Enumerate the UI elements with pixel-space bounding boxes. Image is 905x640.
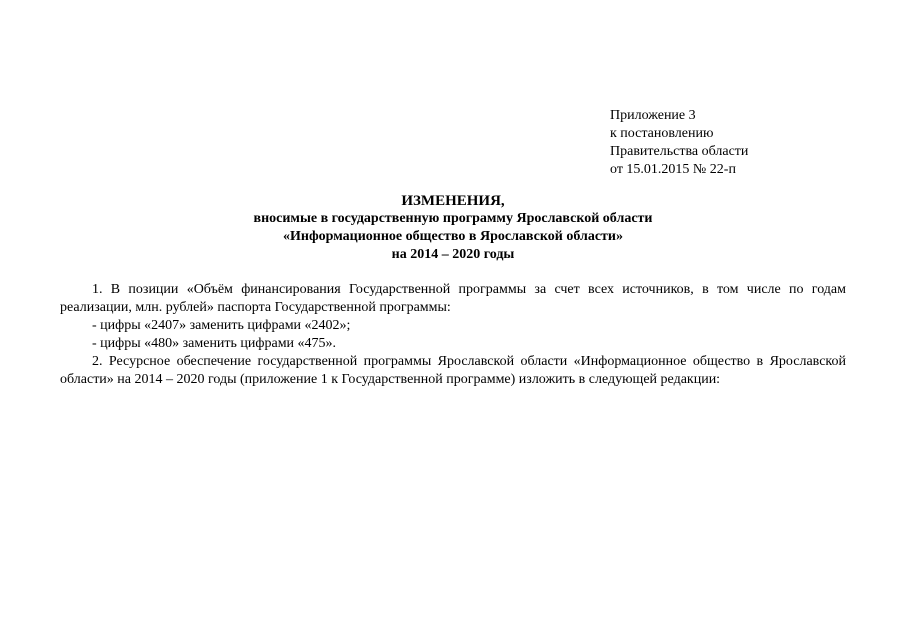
paragraph-2: 2. Ресурсное обеспечение государственной программы Ярославской области «Информационное общество в Ярославской области» на 2014 – 2020 годы (приложение 1 к Государственной программе) изложить в следующей редакции: [60, 354, 846, 387]
appendix-line-3: Правительства области [610, 144, 749, 159]
paragraph-1: 1. В позиции «Объём финансирования Государственной программы за счет всех источников, в том числе по годам реализации, млн. рублей» паспорта Государственной программы: [60, 282, 846, 315]
appendix-line-4: от 15.01.2015 № 22-п [610, 162, 736, 177]
appendix-header [610, 107, 840, 179]
appendix-line-2: к постановлению [610, 126, 714, 141]
title-line-2: вносимые в государственную программу Ярославской области [253, 211, 653, 226]
title-main: ИЗМЕНЕНИЯ, [401, 193, 505, 209]
document-title [60, 192, 846, 264]
title-line-3: «Информационное общество в Ярославской области» [283, 229, 623, 244]
document-body [60, 281, 846, 389]
title-line-4: на 2014 – 2020 годы [391, 247, 515, 262]
list-item-2: - цифры «480» заменить цифрами «475». [92, 336, 337, 351]
appendix-line-1: Приложение 3 [610, 108, 696, 123]
list-item-1: - цифры «2407» заменить цифрами «2402»; [92, 318, 351, 333]
